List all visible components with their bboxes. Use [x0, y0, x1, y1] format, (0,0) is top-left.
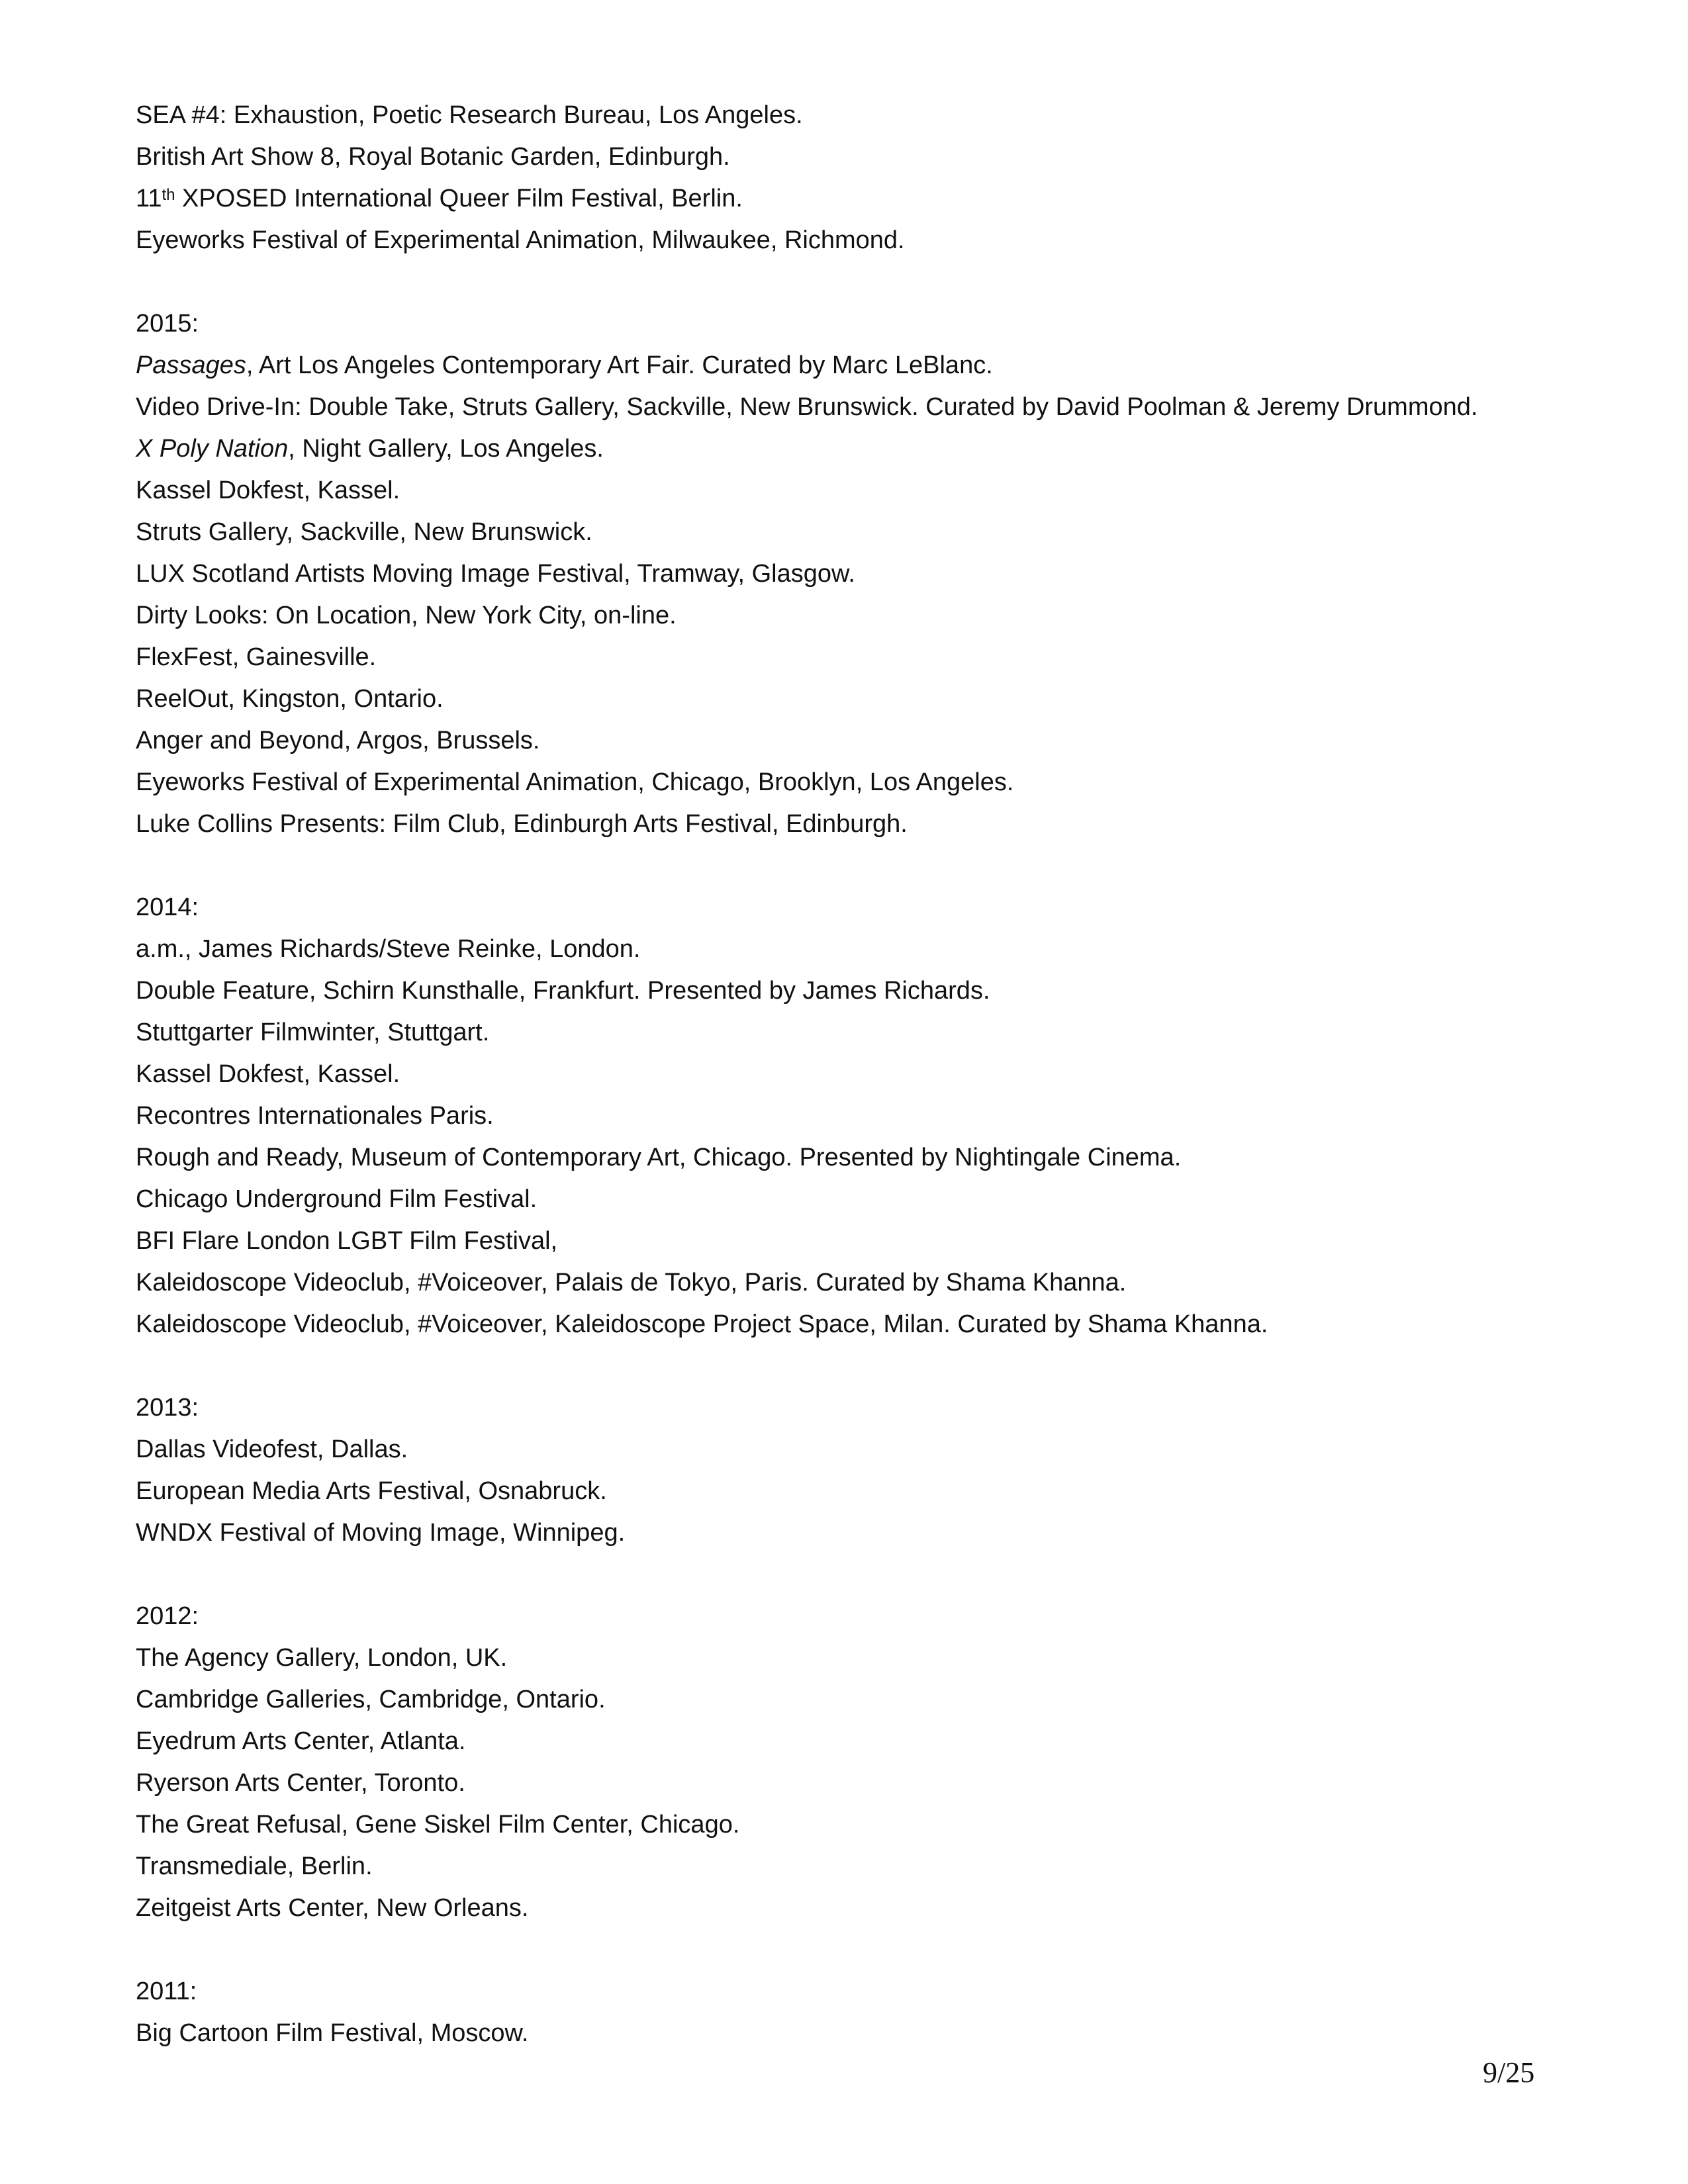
- list-item-text: , Art Los Angeles Contemporary Art Fair. Curated by Marc LeBlanc.: [246, 351, 993, 379]
- list-item: Video Drive-In: Double Take, Struts Gallery, Sackville, New Brunswick. Curated by David Poolman & Jeremy Drummond.: [136, 393, 1478, 421]
- document-body: [136, 95, 1559, 2054]
- list-item: [136, 178, 1559, 220]
- ordinal-suffix: th: [162, 186, 175, 204]
- list-item: Rough and Ready, Museum of Contemporary Art, Chicago. Presented by Nightingale Cinema.: [136, 1144, 1182, 1171]
- list-item: FlexFest, Gainesville.: [136, 643, 377, 671]
- year-heading: 2013:: [136, 1394, 199, 1422]
- spacer: [136, 1554, 1559, 1596]
- italic-title: X Poly Nation: [136, 435, 289, 463]
- list-item: European Media Arts Festival, Osnabruck.: [136, 1477, 607, 1505]
- list-item: Chicago Underground Film Festival.: [136, 1185, 538, 1213]
- list-item: Luke Collins Presents: Film Club, Edinburgh Arts Festival, Edinburgh.: [136, 810, 908, 838]
- list-item: Kassel Dokfest, Kassel.: [136, 1060, 400, 1088]
- list-item: [136, 428, 1559, 470]
- list-item: Big Cartoon Film Festival, Moscow.: [136, 2019, 529, 2047]
- ordinal-number: 11: [136, 185, 162, 212]
- list-item-text: , Night Gallery, Los Angeles.: [288, 435, 604, 463]
- list-item: BFI Flare London LGBT Film Festival,: [136, 1227, 558, 1255]
- spacer: [136, 1345, 1559, 1387]
- list-item: Recontres Internationales Paris.: [136, 1102, 494, 1130]
- list-item: British Art Show 8, Royal Botanic Garden, Edinburgh.: [136, 143, 730, 171]
- spacer: [136, 845, 1559, 887]
- list-item: Dallas Videofest, Dallas.: [136, 1435, 408, 1463]
- list-item: Eyeworks Festival of Experimental Animation, Chicago, Brooklyn, Los Angeles.: [136, 768, 1014, 796]
- list-item: WNDX Festival of Moving Image, Winnipeg.: [136, 1519, 626, 1547]
- list-item: Struts Gallery, Sackville, New Brunswick.: [136, 518, 592, 546]
- list-item: Zeitgeist Arts Center, New Orleans.: [136, 1894, 529, 1922]
- list-item: Double Feature, Schirn Kunsthalle, Frankfurt. Presented by James Richards.: [136, 977, 990, 1005]
- spacer: [136, 261, 1559, 303]
- list-item: Dirty Looks: On Location, New York City, on-line.: [136, 602, 677, 629]
- list-item: Kassel Dokfest, Kassel.: [136, 477, 400, 504]
- list-item: SEA #4: Exhaustion, Poetic Research Bureau, Los Angeles.: [136, 101, 803, 129]
- page-number: 9/25: [1483, 2056, 1535, 2089]
- year-heading: 2011:: [136, 1978, 197, 2005]
- list-item: Anger and Beyond, Argos, Brussels.: [136, 727, 540, 754]
- list-item: LUX Scotland Artists Moving Image Festival, Tramway, Glasgow.: [136, 560, 855, 588]
- year-heading: 2014:: [136, 893, 199, 921]
- year-heading: 2012:: [136, 1602, 199, 1630]
- year-heading: 2015:: [136, 310, 199, 338]
- list-item: The Great Refusal, Gene Siskel Film Center, Chicago.: [136, 1811, 740, 1839]
- list-item: a.m., James Richards/Steve Reinke, London.: [136, 935, 641, 963]
- list-item: [136, 345, 1559, 387]
- list-item: Cambridge Galleries, Cambridge, Ontario.: [136, 1686, 606, 1713]
- list-item: Ryerson Arts Center, Toronto.: [136, 1769, 465, 1797]
- spacer: [136, 1929, 1559, 1971]
- italic-title: Passages: [136, 351, 246, 379]
- list-item: Eyedrum Arts Center, Atlanta.: [136, 1727, 466, 1755]
- list-item: ReelOut, Kingston, Ontario.: [136, 685, 444, 713]
- list-item: Transmediale, Berlin.: [136, 1852, 373, 1880]
- list-item: Eyeworks Festival of Experimental Animation, Milwaukee, Richmond.: [136, 226, 905, 254]
- list-item: Kaleidoscope Videoclub, #Voiceover, Kaleidoscope Project Space, Milan. Curated by Shama Khanna.: [136, 1310, 1268, 1338]
- list-item: The Agency Gallery, London, UK.: [136, 1644, 508, 1672]
- list-item-text: XPOSED International Queer Film Festival, Berlin.: [175, 185, 743, 212]
- list-item: Stuttgarter Filmwinter, Stuttgart.: [136, 1019, 490, 1046]
- list-item: Kaleidoscope Videoclub, #Voiceover, Palais de Tokyo, Paris. Curated by Shama Khanna.: [136, 1269, 1127, 1297]
